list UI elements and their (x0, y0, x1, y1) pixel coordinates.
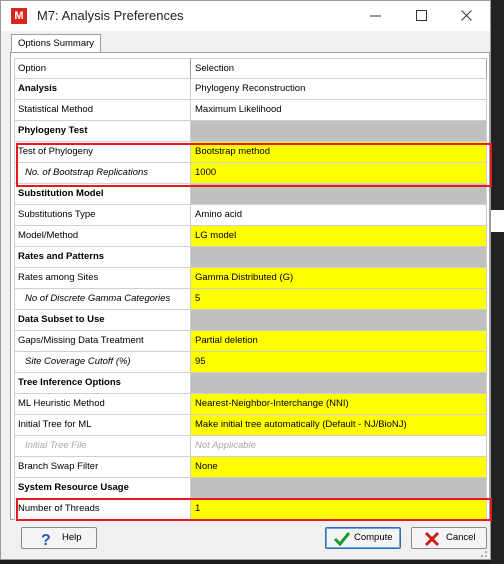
selection-value (191, 121, 487, 142)
table-row[interactable] (14, 310, 487, 331)
option-label: Analysis (14, 79, 191, 100)
table-row[interactable] (14, 121, 487, 142)
maximize-icon (416, 10, 428, 22)
help-button-label: Help (62, 532, 82, 543)
option-label: Gaps/Missing Data Treatment (14, 331, 191, 352)
question-mark-icon (38, 531, 54, 547)
option-label: Data Subset to Use (14, 310, 191, 331)
selection-value (191, 478, 487, 499)
table-row[interactable] (14, 79, 487, 100)
option-label: Rates and Patterns (14, 247, 191, 268)
option-label: Branch Swap Filter (14, 457, 191, 478)
selection-value[interactable]: 1 (191, 499, 487, 520)
table-row[interactable] (14, 373, 487, 394)
selection-value[interactable]: LG model (191, 226, 487, 247)
background-desktop (490, 0, 504, 564)
grid-header-row (14, 58, 487, 79)
tab-strip (1, 31, 490, 53)
option-label: Tree Inference Options (14, 373, 191, 394)
selection-value: Not Applicable (191, 436, 487, 457)
table-row[interactable] (14, 100, 487, 121)
green-check-icon (333, 531, 351, 547)
table-row[interactable] (14, 163, 487, 184)
compute-button-label: Compute (354, 532, 393, 543)
cancel-button[interactable] (411, 527, 487, 549)
selection-value (191, 373, 487, 394)
option-label: Model/Method (14, 226, 191, 247)
option-label: Test of Phylogeny (14, 142, 191, 163)
minimize-button[interactable] (353, 1, 399, 31)
selection-value (191, 310, 487, 331)
help-button[interactable] (21, 527, 97, 549)
option-label: ML Heuristic Method (14, 394, 191, 415)
title-bar[interactable] (1, 1, 490, 31)
red-x-icon (424, 531, 440, 547)
column-header-selection[interactable]: Selection (191, 58, 487, 79)
option-label: Substitution Model (14, 184, 191, 205)
selection-value[interactable]: Bootstrap method (191, 142, 487, 163)
table-row[interactable] (14, 205, 487, 226)
selection-value[interactable]: Partial deletion (191, 331, 487, 352)
minimize-icon (370, 10, 382, 22)
selection-value: Maximum Likelihood (191, 100, 487, 121)
option-label: No of Discrete Gamma Categories (14, 289, 191, 310)
option-label: Rates among Sites (14, 268, 191, 289)
compute-button[interactable] (325, 527, 401, 549)
option-label: No. of Bootstrap Replications (14, 163, 191, 184)
option-label: Statistical Method (14, 100, 191, 121)
option-label: Number of Threads (14, 499, 191, 520)
table-row[interactable] (14, 289, 487, 310)
close-button[interactable] (444, 1, 490, 31)
button-bar (1, 520, 490, 560)
background-window-fragment (490, 210, 504, 232)
table-row[interactable] (14, 226, 487, 247)
resize-grip-icon[interactable] (478, 548, 488, 558)
selection-value (191, 184, 487, 205)
table-row[interactable] (14, 415, 487, 436)
option-label: Site Coverage Cutoff (%) (14, 352, 191, 373)
table-row[interactable] (14, 142, 487, 163)
selection-value[interactable]: Nearest-Neighbor-Interchange (NNI) (191, 394, 487, 415)
close-icon (461, 10, 473, 22)
table-row[interactable] (14, 478, 487, 499)
option-label: Phylogeny Test (14, 121, 191, 142)
option-label: Initial Tree File (14, 436, 191, 457)
option-label: Initial Tree for ML (14, 415, 191, 436)
svg-text:?: ? (41, 532, 51, 547)
table-row[interactable] (14, 394, 487, 415)
option-label: Substitutions Type (14, 205, 191, 226)
column-header-option[interactable]: Option (14, 58, 191, 79)
table-row[interactable] (14, 247, 487, 268)
table-row[interactable] (14, 331, 487, 352)
table-row[interactable] (14, 268, 487, 289)
maximize-button[interactable] (399, 1, 445, 31)
window-title: M7: Analysis Preferences (37, 8, 184, 23)
table-row[interactable] (14, 499, 487, 520)
table-row[interactable] (14, 436, 487, 457)
selection-value (191, 247, 487, 268)
selection-value[interactable]: 5 (191, 289, 487, 310)
table-row[interactable] (14, 184, 487, 205)
tab-options-summary[interactable]: Options Summary (11, 34, 101, 54)
selection-value[interactable]: Gamma Distributed (G) (191, 268, 487, 289)
mega-app-icon: M (11, 8, 27, 24)
selection-value[interactable]: None (191, 457, 487, 478)
option-label: System Resource Usage (14, 478, 191, 499)
options-summary-panel (10, 52, 490, 520)
table-row[interactable] (14, 457, 487, 478)
selection-value[interactable]: 95 (191, 352, 487, 373)
selection-value: Phylogeny Reconstruction (191, 79, 487, 100)
selection-value[interactable]: Make initial tree automatically (Default - NJ/BioNJ) (191, 415, 487, 436)
selection-value[interactable]: 1000 (191, 163, 487, 184)
cancel-button-label: Cancel (446, 532, 476, 543)
selection-value: Amino acid (191, 205, 487, 226)
table-row[interactable] (14, 352, 487, 373)
